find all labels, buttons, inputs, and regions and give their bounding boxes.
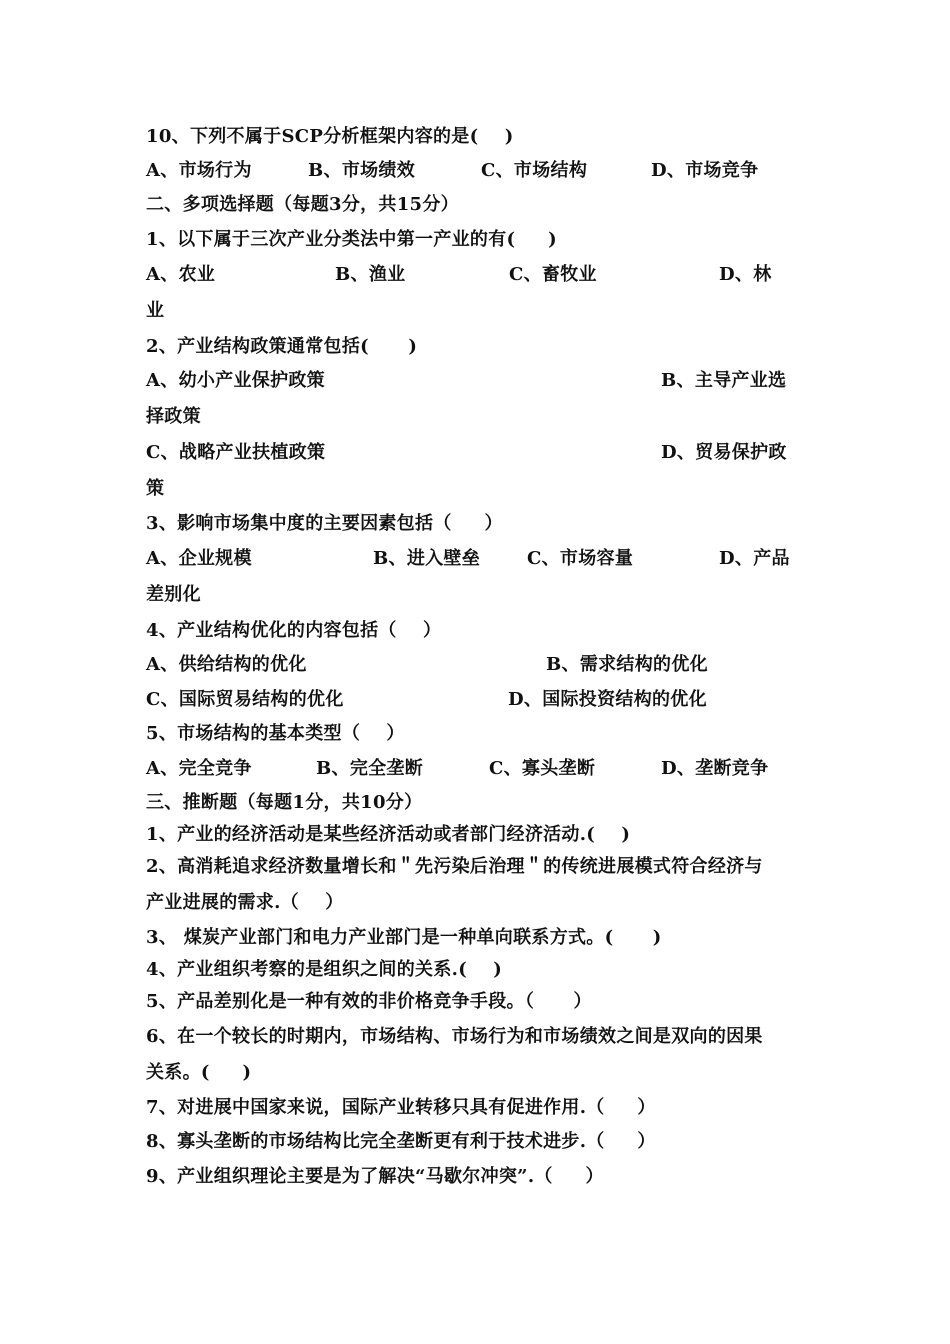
s2-q3-option-c: C、市场容量 bbox=[527, 548, 634, 569]
s3-q3: 3、 煤炭产业部门和电力产业部门是一种单向联系方式。( ) bbox=[146, 927, 662, 948]
s2-q4-option-d: D、国际投资结构的优化 bbox=[508, 689, 707, 710]
s2-q3-option-a: A、企业规模 bbox=[146, 548, 252, 569]
s3-q1: 1、产业的经济活动是某些经济活动或者部门经济活动.( ) bbox=[146, 824, 631, 845]
q10-stem: 10、下列不属于SCP分析框架内容的是( ) bbox=[146, 126, 514, 147]
s2-q2-option-b: B、主导产业选 bbox=[661, 370, 787, 391]
q10-option-b: B、市场绩效 bbox=[308, 160, 416, 181]
s3-q2-cont: 产业进展的需求.（ ） bbox=[146, 892, 344, 913]
s2-q3-option-d: D、产品 bbox=[719, 548, 790, 569]
s2-q1-option-d-cont: 业 bbox=[146, 300, 165, 321]
s2-q2-option-d-cont: 策 bbox=[146, 478, 165, 499]
s2-q4-option-a: A、供给结构的优化 bbox=[146, 654, 307, 675]
s2-q5-option-b: B、完全垄断 bbox=[316, 758, 424, 779]
s3-q6: 6、在一个较长的时期内，市场结构、市场行为和市场绩效之间是双向的因果 bbox=[146, 1026, 763, 1047]
s2-q2-option-d: D、贸易保护政 bbox=[661, 442, 787, 463]
s2-q5-stem: 5、市场结构的基本类型（ ） bbox=[146, 723, 405, 744]
s2-q2-option-a: A、幼小产业保护政策 bbox=[146, 370, 325, 391]
q10-option-c: C、市场结构 bbox=[481, 160, 588, 181]
s2-q3-option-b: B、进入壁垒 bbox=[373, 548, 481, 569]
s2-q5-option-a: A、完全竞争 bbox=[146, 758, 252, 779]
s2-q2-option-b-cont: 择政策 bbox=[146, 406, 201, 427]
q10-option-d: D、市场竞争 bbox=[651, 160, 759, 181]
s2-q4-option-b: B、需求结构的优化 bbox=[546, 654, 708, 675]
s3-q9: 9、产业组织理论主要是为了解决“马歇尔冲突”.（ ） bbox=[146, 1166, 604, 1187]
s2-q1-option-b: B、渔业 bbox=[335, 264, 406, 285]
s3-q8: 8、寡头垄断的市场结构比完全垄断更有利于技术进步.（ ） bbox=[146, 1131, 656, 1152]
section3-title: 三、推断题（每题1分，共10分） bbox=[146, 792, 423, 813]
s2-q3-option-d-cont: 差别化 bbox=[146, 584, 201, 605]
s3-q2: 2、高消耗追求经济数量增长和＂先污染后治理＂的传统进展模式符合经济与 bbox=[146, 856, 763, 877]
s2-q1-option-c: C、畜牧业 bbox=[509, 264, 597, 285]
s2-q1-option-a: A、农业 bbox=[146, 264, 216, 285]
s3-q6-cont: 关系。( ) bbox=[146, 1062, 252, 1083]
s2-q1-stem: 1、以下属于三次产业分类法中第一产业的有( ) bbox=[146, 229, 557, 250]
q10-option-a: A、市场行为 bbox=[146, 160, 252, 181]
s3-q7: 7、对进展中国家来说，国际产业转移只具有促进作用.（ ） bbox=[146, 1097, 656, 1118]
s2-q4-option-c: C、国际贸易结构的优化 bbox=[146, 689, 344, 710]
s2-q1-option-d: D、林 bbox=[719, 264, 772, 285]
s3-q4: 4、产业组织考察的是组织之间的关系.( ) bbox=[146, 959, 503, 980]
s2-q3-stem: 3、影响市场集中度的主要因素包括（ ） bbox=[146, 513, 503, 534]
s2-q2-option-c: C、战略产业扶植政策 bbox=[146, 442, 326, 463]
s2-q4-stem: 4、产业结构优化的内容包括（ ） bbox=[146, 620, 442, 641]
s2-q5-option-d: D、垄断竞争 bbox=[661, 758, 769, 779]
section2-title: 二、多项选择题（每题3分，共15分） bbox=[146, 194, 459, 215]
s2-q2-stem: 2、产业结构政策通常包括( ) bbox=[146, 336, 418, 357]
s3-q5: 5、产品差别化是一种有效的非价格竞争手段。（ ） bbox=[146, 991, 592, 1012]
s2-q5-option-c: C、寡头垄断 bbox=[489, 758, 596, 779]
